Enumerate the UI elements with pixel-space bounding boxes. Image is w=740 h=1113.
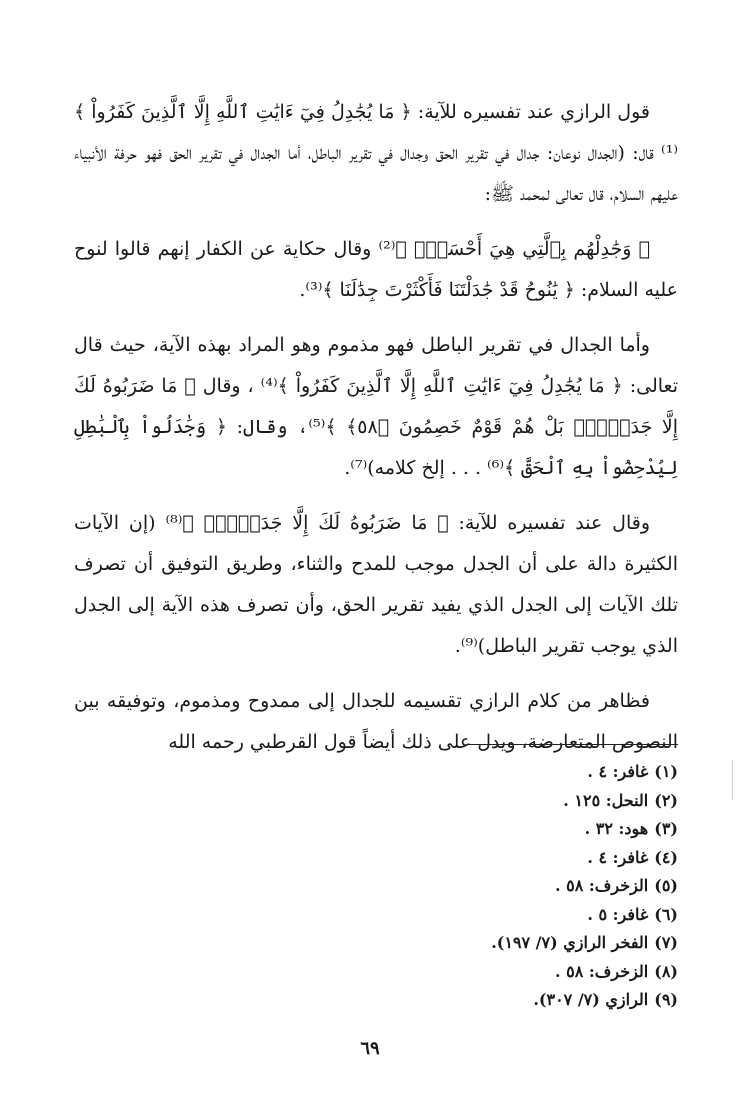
footnote-item (278, 758, 678, 787)
footnote-text: غافر: ٤ . (587, 847, 649, 867)
footnote-number: (٨) (654, 961, 678, 981)
footnote-item (278, 787, 678, 816)
footnote-item (278, 815, 678, 844)
paragraph-razi-quote: قول الرازي عند تفسيره للآية: ﴿ مَا يُجَٰدِلُ فِيٓ ءَايَٰتِ ٱللَّهِ إِلَّا ٱلَّذِينَ كَفَرُواْ ﴾⁽¹⁾ قال: (الجدال نوعان: جدال في تقرير الحق وجدال في تقرير الباطل، أما الجدال في تقرير الحق فهو حرفة الأنبياء عليهم السلام، قال تعالى لمحمد ﷺ: (74, 101, 678, 205)
footnote-text: النحل: ١٢٥ . (563, 790, 649, 810)
footnote-number: (٧) (654, 933, 678, 952)
page-number: ٦٩ (360, 1038, 380, 1059)
scan-margin-mark (732, 760, 733, 800)
footnote-divider (466, 744, 678, 745)
paragraph-blameworthy-argument: وأما الجدال في تقرير الباطل فهو مذموم وهو المراد بهذه الآية، حيث قال تعالى: ﴿ مَا يُجَٰدِلُ فِيٓ ءَايَٰتِ ٱللَّهِ إِلَّا ٱلَّذِينَ كَفَرُواْ ﴾⁽⁴⁾ ، وقال ﴿ مَا ضَرَبُوهُ لَكَ إِلَّا جَدَلَۢاۚ بَلْ هُمْ قَوْمٌ خَصِمُونَ ﴿٥٨﴾ ﴾⁽⁵⁾، وقال: ﴿ وَجَٰدَلُواْ بِٱلْبَٰطِلِ لِيُدْحِضُواْ بِهِ ٱلْحَقَّ ﴾⁽⁶⁾ . . . إلخ كلامه)⁽⁷⁾. (74, 334, 679, 479)
paragraph-reconciliation: وقال عند تفسيره للآية: ﴿ مَا ضَرَبُوهُ لَكَ إِلَّا جَدَلَۢاۚ ﴾⁽⁸⁾ (إن الآيات الكثيرة دالة على أن الجدل موجب للمدح والثناء، وطريق التوفيق أن تصرف تلك الآيات إلى الجدل الذي يفيد تقرير الحق، وأن تصرف هذه الآية إلى الجدل الذي يوجب تقرير الباطل)⁽⁹⁾. (74, 512, 678, 657)
footnote-text: الفخر الرازي (٧/ ١٩٧). (491, 933, 649, 952)
footnote-item (278, 929, 678, 958)
paragraph-quran-verses: ﴿ وَجَٰدِلْهُم بِٱلَّتِي هِيَ أَحْسَنُۚ ﴾⁽²⁾ وقال حكاية عن الكفار إنهم قالوا لنوح عليه السلام: ﴿ يَٰنُوحُ قَدْ جَٰدَلْتَنَا فَأَكْثَرْتَ جِدَٰلَنَا ﴾⁽³⁾. (74, 238, 678, 301)
footnote-text: هود: ٣٢ . (584, 819, 649, 838)
footnote-number: (٣) (654, 819, 678, 838)
paragraph-conclusion: فظاهر من كلام الرازي تقسيمه للجدال إلى ممدوح ومذموم، وتوفيقه بين النصوص المتعارضة، ويدل على ذلك أيضاً قول القرطبي رحمه الله (74, 690, 678, 753)
footnote-text: الزخرف: ٥٨ . (554, 876, 649, 895)
footnote-item (278, 872, 678, 901)
main-text (74, 92, 678, 777)
footnote-number: (٢) (654, 790, 678, 810)
footnote-item (278, 986, 678, 1015)
footnote-text: الزخرف: ٥٨ . (554, 961, 649, 981)
footnote-number: (٩) (654, 990, 678, 1009)
footnote-number: (١) (654, 762, 678, 781)
footnote-text: غافر: ٤ . (587, 762, 649, 781)
footnote-item (278, 958, 678, 987)
footnote-number: (٦) (654, 904, 678, 924)
footnote-item (278, 844, 678, 873)
footnote-item (278, 901, 678, 930)
footnotes-list (278, 758, 678, 1015)
footnote-number: (٥) (654, 876, 678, 895)
footnote-number: (٤) (654, 847, 678, 867)
footnote-text: الرازي (٧/ ٣٠٧). (533, 990, 649, 1009)
footnote-text: غافر: ٥ . (587, 904, 649, 924)
